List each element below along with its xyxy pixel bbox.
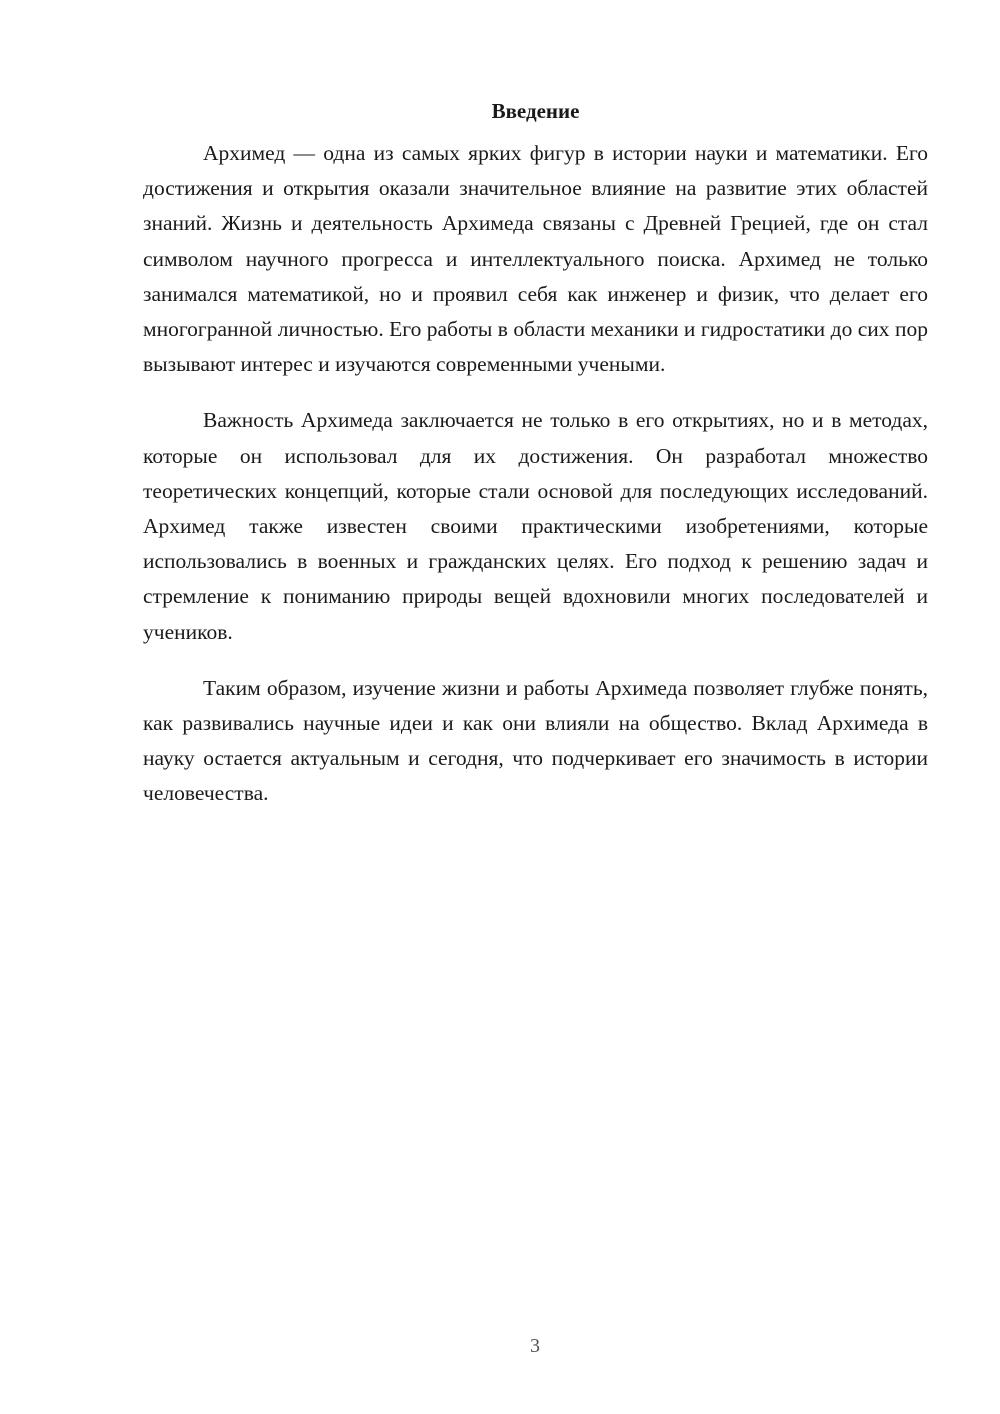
paragraph-1: Архимед — одна из самых ярких фигур в истории науки и математики. Его достижения и открытия оказали значительное влияние на развитие этих областей знаний. Жизнь и деятельность Архимеда связаны с Древней Грецией, где он стал символом научного прогресса и интеллектуального поиска. Архимед не только занимался математикой, но и проявил себя как инженер и физик, что делает его многогранной личностью. Его работы в области механики и гидростатики до сих пор вызывают интерес и изучаются современными учеными. — [143, 141, 928, 377]
page-content — [143, 96, 928, 833]
section-title: Введение — [491, 99, 580, 123]
page-number: 3 — [530, 1335, 540, 1357]
paragraph-3: Таким образом, изучение жизни и работы Архимеда позволяет глубже понять, как развивались научные идеи и как они влияли на общество. Вклад Архимеда в науку остается актуальным и сегодня, что подчеркивает его значимость в истории человечества. — [143, 675, 928, 806]
paragraph-2: Важность Архимеда заключается не только в его открытиях, но и в методах, которые он использовал для их достижения. Он разработал множество теоретических концепций, которые стали основой для последующих исследований. Архимед также известен своими практическими изобретениями, которые использовались в военных и гражданских целях. Его подход к решению задач и стремление к пониманию природы вещей вдохновили многих последователей и учеников. — [143, 408, 928, 644]
